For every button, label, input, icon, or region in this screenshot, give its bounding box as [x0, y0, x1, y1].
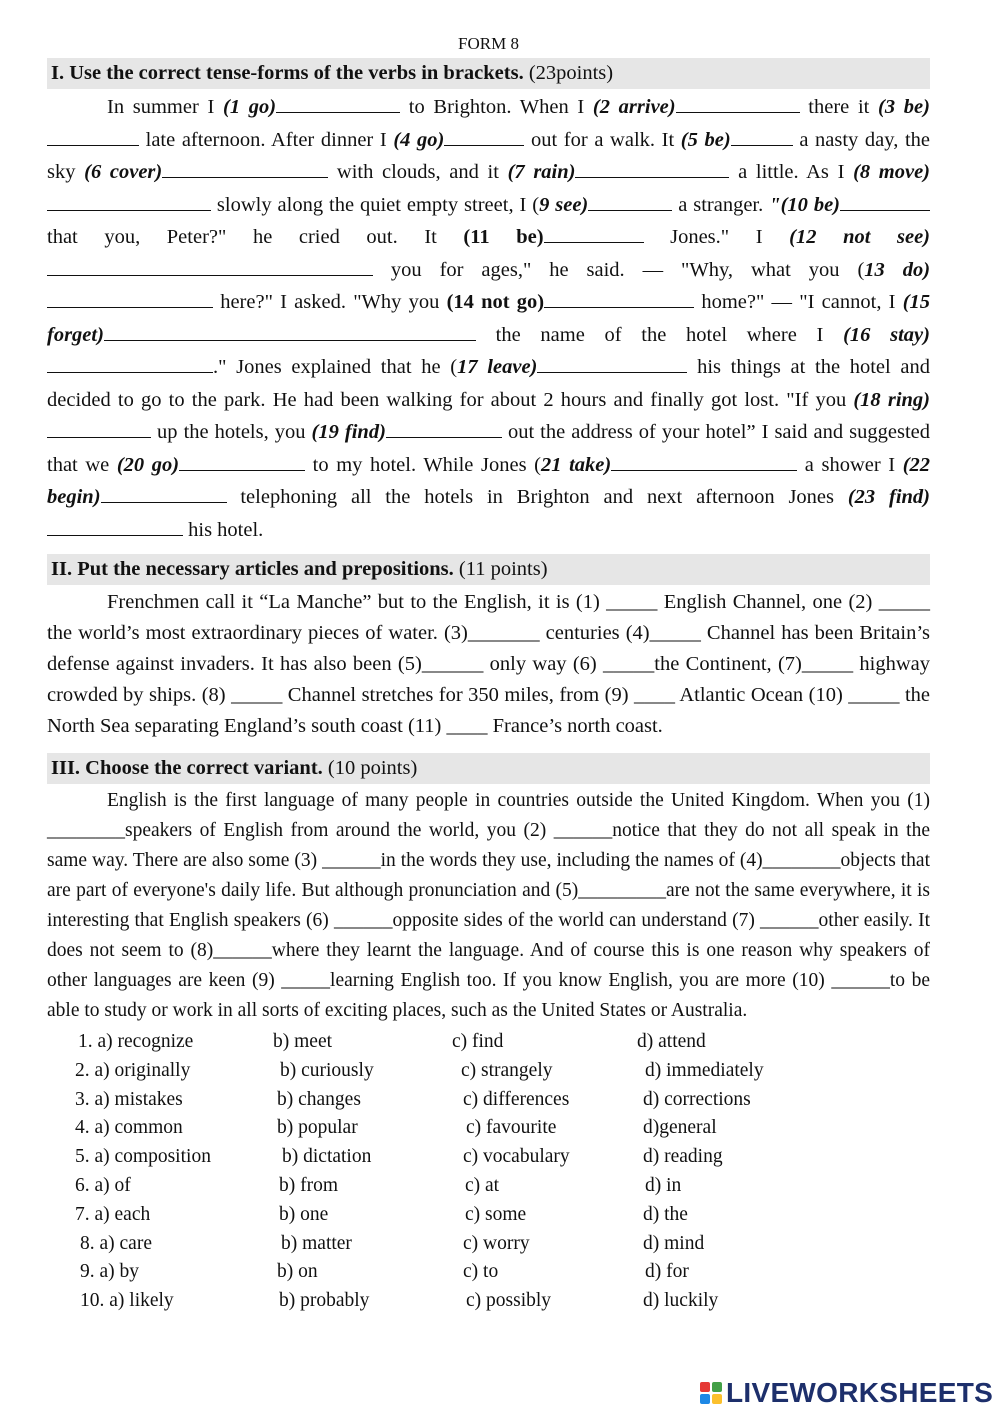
option-row	[47, 1143, 930, 1172]
option-a[interactable]: 3. a) mistakes	[75, 1088, 183, 1110]
option-b[interactable]: b) matter	[281, 1232, 352, 1254]
option-a[interactable]: 4. a) common	[75, 1117, 183, 1139]
option-d[interactable]: d) corrections	[643, 1088, 751, 1110]
option-d[interactable]: d) attend	[637, 1031, 706, 1052]
option-a[interactable]: 2. a) originally	[75, 1059, 191, 1081]
answer-blank[interactable]	[676, 95, 800, 113]
answer-blank[interactable]	[179, 453, 305, 471]
logo-text: LIVEWORKSHEETS	[726, 1377, 994, 1408]
liveworksheets-logo[interactable]	[700, 1378, 993, 1408]
option-d[interactable]: d) in	[645, 1174, 682, 1196]
answer-blank[interactable]	[444, 128, 524, 146]
section-3-points: (10 points)	[322, 757, 418, 779]
answer-blank[interactable]	[544, 225, 644, 243]
logo-square-blue	[700, 1394, 710, 1404]
section-3-text: English is the first language of many people in countries outside the United Kingdom. When you (1) ________speakers of English from around the world, you (2) ______notice that they do not all speak in the same way. There are also some (3) ______in the words they use, including the names of (4)________objects that are part of everyone's daily life. But although pronunciation and (5)_________are not the same everywhere, it is interesting that English speakers (6) ______opposite sides of the world can understand (7) ______other easily. It does not seem to (8)______where they learnt the language. And of course this is one reason why speakers of other languages are keen (9) _____learning English too. If you know English, you are more (10) ______to be able to study or work in all sorts of exciting places, such as the United States or Australia.	[47, 790, 930, 1021]
answer-blank[interactable]	[276, 95, 400, 113]
option-c[interactable]: c) vocabulary	[463, 1146, 570, 1168]
option-d[interactable]: d) the	[643, 1203, 688, 1225]
option-b[interactable]: b) dictation	[282, 1146, 372, 1168]
option-row	[47, 1086, 930, 1115]
option-b[interactable]: b) curiously	[280, 1059, 374, 1081]
form-title: FORM 8	[458, 34, 519, 53]
option-b[interactable]: b) on	[277, 1261, 318, 1283]
option-a[interactable]: 8. a) care	[80, 1232, 152, 1254]
option-a[interactable]: 10. a) likely	[80, 1290, 174, 1312]
option-d[interactable]: d) mind	[643, 1232, 705, 1254]
option-row	[47, 1028, 930, 1057]
logo-square-green	[712, 1382, 722, 1392]
option-row	[47, 1230, 930, 1259]
option-c[interactable]: c) differences	[463, 1088, 570, 1110]
section-3-title: III. Choose the correct variant.	[51, 757, 323, 779]
answer-blank[interactable]	[101, 485, 227, 503]
option-b[interactable]: b) probably	[279, 1290, 370, 1312]
option-c[interactable]: c) possibly	[466, 1290, 552, 1312]
option-c[interactable]: c) favourite	[466, 1117, 557, 1139]
section-1-heading	[47, 58, 930, 89]
option-a[interactable]: 9. a) by	[80, 1261, 140, 1283]
option-c[interactable]: c) worry	[463, 1232, 530, 1254]
answer-blank[interactable]	[537, 355, 687, 373]
answer-blank[interactable]	[588, 193, 672, 211]
answer-blank[interactable]	[544, 290, 694, 308]
option-row	[47, 1287, 930, 1316]
option-c[interactable]: c) some	[465, 1203, 527, 1225]
section-2-title: II. Put the necessary articles and prepositions.	[51, 558, 454, 580]
logo-grid-icon	[700, 1382, 722, 1404]
answer-blank[interactable]	[47, 290, 213, 308]
logo-square-yellow	[712, 1394, 722, 1404]
answer-blank[interactable]	[611, 453, 797, 471]
answer-blank[interactable]	[731, 128, 793, 146]
options-list	[47, 1028, 930, 1316]
answer-blank[interactable]	[47, 128, 139, 146]
section-1-title: I. Use the correct tense-forms of the verbs in brackets.	[51, 62, 524, 84]
section-3-heading	[47, 753, 930, 784]
option-row	[47, 1057, 930, 1086]
option-c[interactable]: c) to	[463, 1261, 499, 1283]
answer-blank[interactable]	[47, 355, 213, 373]
option-d[interactable]: d) for	[645, 1261, 689, 1283]
section-2-points: (11 points)	[453, 558, 548, 580]
option-row	[47, 1114, 930, 1143]
option-b[interactable]: b) changes	[277, 1088, 361, 1110]
answer-blank[interactable]	[386, 420, 502, 438]
section-1-points: (23points)	[523, 62, 614, 84]
option-c[interactable]: c) strangely	[461, 1059, 553, 1081]
answer-blank[interactable]	[47, 420, 151, 438]
option-b[interactable]: b) meet	[273, 1031, 333, 1052]
answer-blank[interactable]	[47, 258, 373, 276]
option-c[interactable]: c) at	[465, 1174, 500, 1196]
option-d[interactable]: d) reading	[643, 1146, 723, 1168]
option-a[interactable]: 7. a) each	[75, 1203, 151, 1225]
worksheet-page	[47, 34, 930, 1316]
section-2-heading	[47, 554, 930, 585]
option-a[interactable]: 1. a) recognize	[78, 1031, 194, 1052]
answer-blank[interactable]	[47, 518, 183, 536]
option-c[interactable]: c) find	[452, 1031, 504, 1052]
logo-square-red	[700, 1382, 710, 1392]
option-row	[47, 1172, 930, 1201]
answer-blank[interactable]	[47, 193, 211, 211]
option-d[interactable]: d)general	[643, 1117, 717, 1139]
section-2-text: Frenchmen call it “La Manche” but to the English, it is (1) _____ English Channel, one (2) _____ the world’s most extraordinary pieces of water. (3)_______ centuries (4)_____ Channel has been Britain’s defense against invaders. It has also been (5)______ only way (6) _____the Continent, (7)_____ highway crowded by ships. (8) _____ Channel stretches for 350 miles, from (9) ____ Atlantic Ocean (10) _____ the North Sea separating England’s south coast (11) ____ France’s north coast.	[47, 591, 930, 737]
option-b[interactable]: b) popular	[277, 1117, 358, 1139]
option-a[interactable]: 5. a) composition	[75, 1146, 211, 1168]
option-b[interactable]: b) one	[279, 1203, 329, 1225]
section-1-text: In summer I (1 go) to Brighton. When I (2 arrive) there it (3 be) late afternoon. After dinner I (4 go) out for a walk. It (5 be) a nasty day, the sky (6 cover) with clouds, and it (7 rain) a little. As I (8 move) slowly along the quiet empty street, I (9 see) a stranger. "(10 be) that you, Peter?" he cried out. It (11 be) Jones." I (12 not see) you for ages," he said. — "Why, what you (13 do) here?" I asked. "Why you (14 not go) home?" — "I cannot, I (15 forget) the name of the hotel where I (16 stay)." Jones explained that he (17 leave) his things at the hotel and decided to go to the park. He had been walking for about 2 hours and finally got lost. "If you (18 ring) up the hotels, you (19 find) out the address of your hotel” I said and suggested that we (20 go) to my hotel. While Jones (21 take) a shower I (22 begin) telephoning all the hotels in Brighton and next afternoon Jones (23 find) his hotel.	[47, 96, 931, 541]
option-d[interactable]: d) immediately	[645, 1059, 764, 1081]
answer-blank[interactable]	[104, 323, 476, 341]
answer-blank[interactable]	[840, 193, 930, 211]
option-row	[47, 1258, 930, 1287]
option-row	[47, 1201, 930, 1230]
answer-blank[interactable]	[575, 160, 729, 178]
option-b[interactable]: b) from	[279, 1174, 339, 1196]
option-d[interactable]: d) luckily	[643, 1290, 719, 1312]
answer-blank[interactable]	[162, 160, 328, 178]
option-a[interactable]: 6. a) of	[75, 1174, 131, 1196]
